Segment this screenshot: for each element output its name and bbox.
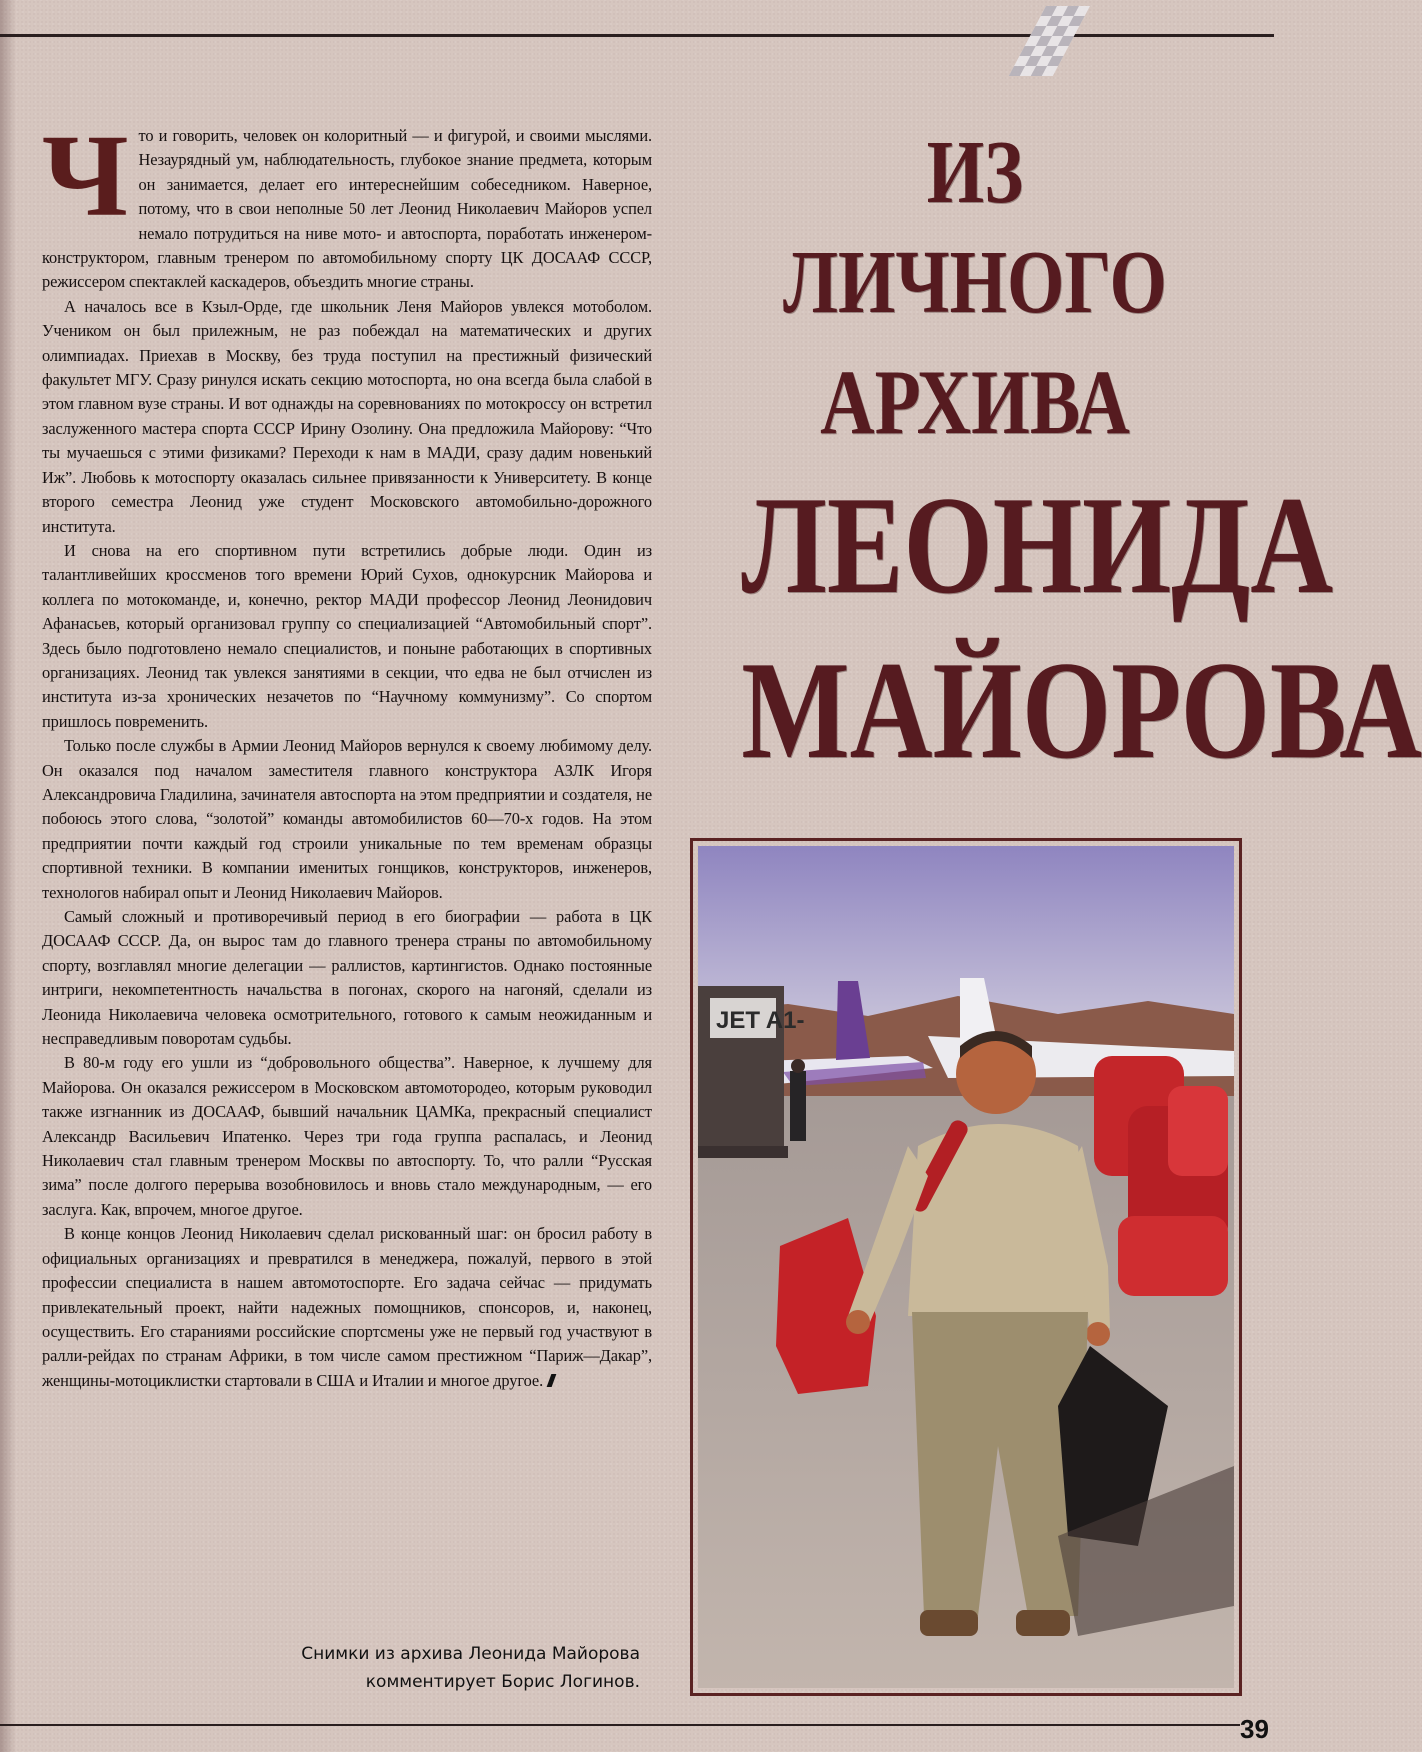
headline-line: МАЙОРОВА <box>741 633 1422 788</box>
photo-caption <box>250 1640 640 1696</box>
article-paragraph: Только после службы в Армии Леонид Майоров вернулся к своему любимому делу. Он оказался под началом заместителя главного конструктора АЗЛК Игоря Александровича Гладилина, зачинателя автоспорта на этом предприятии и создателя, не побоюсь этого слова, “золотой” команды автомобилистов 60—70-х годов. На этом предприятии почти каждый год строили уникальные по тем временам образцы спортивной техники. В компании именитых гонщиков, конструкторов, инженеров, технологов набирал опыт и Леонид Николаевич Майоров. <box>42 736 652 902</box>
caption-line: Снимки из архива Леонида Майорова <box>301 1644 640 1664</box>
headline-line: АРХИВА <box>820 351 1130 453</box>
article-paragraph: Самый сложный и противоречивый период в его биографии — работа в ЦК ДОСААФ СССР. Да, он вырос там до главного тренера страны по автомобильному спорту, возглавлял многие делегации — раллистов, картингистов. Однако постоянные интриги, некомпетентность начальства в погонах, скорого на нагоняй, сделали из Леонида Николаевича человека осмотрительного, готового к самым неожиданным и несправедливым поворотам судьбы. <box>42 907 652 1049</box>
article-paragraph: В конце концов Леонид Николаевич сделал рискованный шаг: он бросил работу в официальных организациях и превратился в менеджера, пожалуй, первого в этой профессии специалиста в нашем автомотоспорте. Его задача сейчас — придумать привлекательный проект, найти надежных помощников, спонсоров, и, наконец, осуществить. Его стараниями российские спортсмены уже не первый год участвуют в ралли-рейдах по странам Африки, в том числе самом престижном “Париж—Дакар”, женщины-мотоциклистки стартовали в США и Италии и многое другое. <box>42 1224 652 1390</box>
article-paragraph: Что и говорить, человек он колоритный — и фигурой, и своими мыслями. Незаурядный ум, наблюдательность, глубокое знание предмета, которым он занимается, делает его интереснейшим собеседником. Наверное, потому, что в свои неполные 50 лет Леонид Николаевич Майоров успел немало потрудиться на ниве мото- и автоспорта, поработать инженером-конструктором, главным тренером по автомобильному спорту ЦК ДОСААФ СССР, режиссером спектаклей каскадеров, объездить многие страны. <box>42 110 652 292</box>
article-body <box>42 110 652 1393</box>
fuel-sign: JET A1- <box>716 1007 805 1034</box>
headline-line: ЛЕОНИДА <box>741 468 1334 623</box>
photo-frame <box>690 838 1242 1696</box>
end-of-article-mark <box>547 1374 557 1387</box>
checkered-flag-icon <box>1008 6 1088 78</box>
headline <box>741 118 1422 796</box>
drop-cap: Ч <box>42 110 129 241</box>
bottom-rule <box>0 1724 1240 1726</box>
page-number: 39 <box>1240 1714 1269 1744</box>
headline-line: ИЗ ЛИЧНОГО <box>783 123 1167 332</box>
caption-line: комментирует Борис Логинов. <box>365 1672 640 1692</box>
page-edge-shadow <box>0 0 16 1752</box>
article-paragraph: И снова на его спортивном пути встретились добрые люди. Один из талантливейших кроссменов того времени Юрий Сухов, однокурсник Майорова и коллега по мотокоманде, и, конечно, ректор МАДИ профессор Леонид Леонидович Афанасьев, который организовал группу со специализацией “Автомобильный спорт”. Здесь было подготовлено немало специалистов, и поныне работающих в спортивных организациях. Леонид так увлекся занятиями в секции, что едва не был отчислен из института из-за хронических незачетов по “Научному коммунизму”. Со спортом пришлось повременить. <box>42 540 652 731</box>
article-paragraph: В 80-м году его ушли из “добровольного общества”. Наверное, к лучшему для Майорова. Он оказался режиссером в Московском автомотородео, которым руководил также изгнанник из ДОСААФ, бывший начальник ЦАМКа, прекрасный специалист Александр Васильевич Ипатенко. Через три года группа распалась, и Леонид Николаевич стал главным тренером Москвы по автоспорту. То, что ралли “Русская зима” после долгого перерыва возобновилось и вновь стало международным, — его заслуга. Как, впрочем, многое другое. <box>42 1053 652 1219</box>
airport-photo <box>698 846 1234 1688</box>
article-paragraph: А началось все в Кзыл-Орде, где школьник Леня Майоров увлекся мотоболом. Учеником он был прилежным, не раз побеждал на математических и других олимпиадах. Приехав в Москву, без труда поступил на престижный физический факультет МГУ. Сразу ринулся искать секцию мотоспорта, но она всегда была слабой в этом главном вузе страны. И вот однажды на соревнованиях по мотокроссу он встретил заслуженного мастера спорта СССР Ирину Озолину. Она предложила Майорову: “Что ты мучаешься с этими физиками? Переходи к нам в МАДИ, сразу дадим новенький Иж”. Любовь к мотоспорту оказалась сильнее привязанности к Университету. В конце второго семестра Леонид уже студент Московского автомобильно-дорожного института. <box>42 296 652 536</box>
